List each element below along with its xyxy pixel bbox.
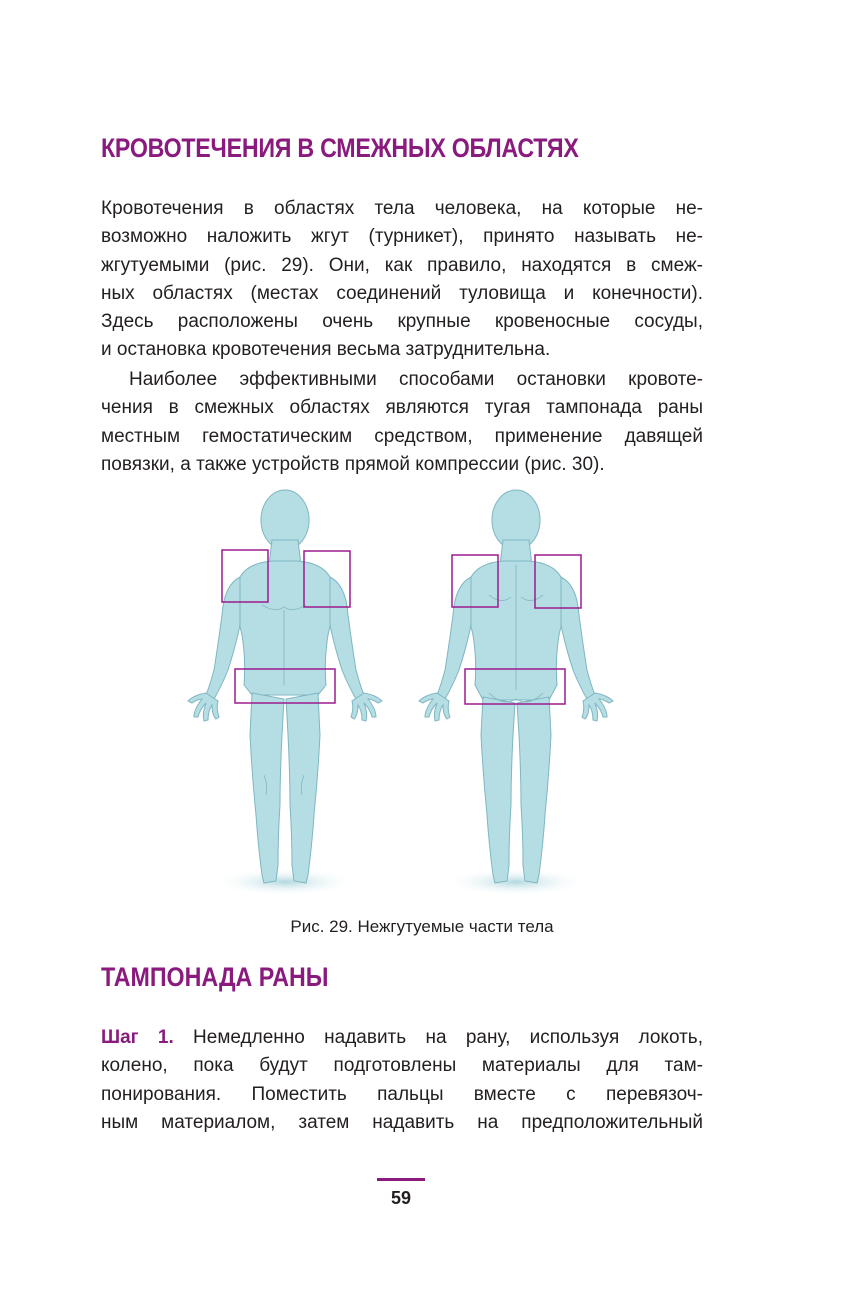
text-line: колено, пока будут подготовлены материалы для там- [101, 1055, 703, 1077]
page-number: 59 [390, 1188, 412, 1208]
text-line: ным материалом, затем надавить на предположительный [101, 1111, 703, 1133]
text-line: жгутуемыми (рис. 29). Они, как правило, находятся в смеж- [101, 254, 703, 276]
figure-caption: Рис. 29. Нежгутуемые части тела [290, 917, 554, 936]
text-line: Кровотечения в областях тела человека, на которые не- [101, 198, 703, 219]
text-line: Наиболее эффективными способами остановки кровоте- [129, 369, 703, 390]
section-heading-wound-packing: ТАМПОНАДА РАНЫ [101, 962, 329, 992]
text-line: повязки, а также устройств прямой компрессии (рис. 30). [101, 453, 605, 475]
text-line: чения в смежных областях являются тугая тампонада раны [101, 397, 703, 419]
text-line: местным гемостатическим средством, применение давящей [101, 425, 703, 447]
text-line: Здесь расположены очень крупные кровеносные сосуды, [101, 311, 703, 333]
floor-shadow [444, 868, 588, 896]
text-line: и остановка кровотечения весьма затруднительна. [101, 339, 551, 361]
floor-shadow [213, 868, 357, 896]
text-line: ных областях (местах соединений туловища и конечности). [101, 282, 703, 304]
section-heading-junctional-bleeding: КРОВОТЕЧЕНИЯ В СМЕЖНЫХ ОБЛАСТЯХ [101, 133, 579, 163]
text-line: понирования. Поместить пальцы вместе с перевязоч- [101, 1083, 703, 1105]
back-body-figure [419, 490, 613, 896]
paragraph-methods [101, 366, 703, 479]
paragraph-intro [101, 195, 703, 365]
step-text: Немедленно надавить на рану, используя локоть, [173, 1027, 703, 1048]
body-diagram-figure [180, 485, 620, 905]
page-number-rule [377, 1178, 425, 1181]
front-body-figure [188, 490, 382, 896]
text-line [101, 1024, 703, 1052]
paragraph-step-1 [101, 1024, 703, 1137]
step-label: Шаг 1. [101, 1027, 174, 1048]
text-line: возможно наложить жгут (турникет), принято называть не- [101, 226, 703, 248]
